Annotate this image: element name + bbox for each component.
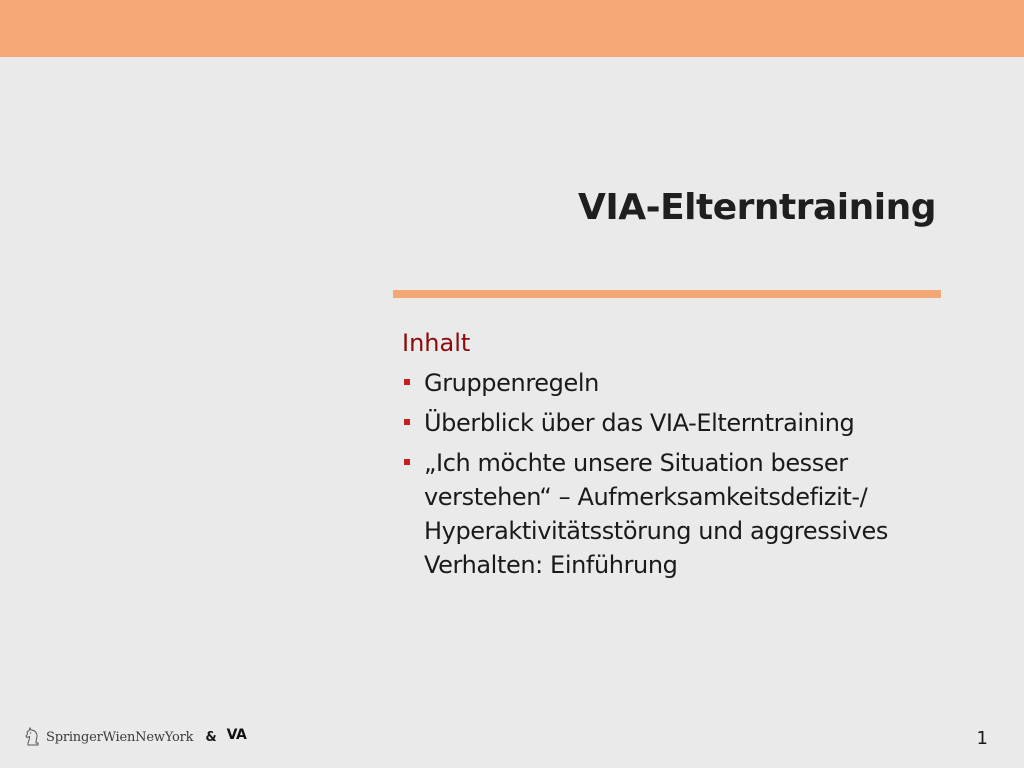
list-item-text: „Ich möchte unsere Situation besser verstehen“ – Aufmerksamkeitsdefizit-/ Hyperaktivitätsstörung und aggressives Verhalten: Einführung	[424, 449, 888, 579]
list-item-text: Gruppenregeln	[424, 369, 599, 397]
page-number: 1	[976, 728, 988, 749]
top-accent-bar	[0, 0, 1024, 57]
square-bullet-icon	[404, 459, 410, 465]
section-heading: Inhalt	[402, 329, 471, 357]
list-item	[402, 446, 932, 582]
footer-logo	[24, 726, 246, 748]
list-item	[402, 406, 932, 440]
ampersand: &	[205, 729, 217, 745]
list-item	[402, 366, 932, 400]
square-bullet-icon	[404, 379, 410, 385]
slide-title: VIA-Elterntraining	[578, 187, 936, 228]
bullet-list	[402, 366, 932, 582]
springer-chess-knight-icon	[24, 727, 42, 747]
title-divider	[393, 290, 941, 298]
via-logo: VA	[226, 727, 247, 743]
square-bullet-icon	[404, 419, 410, 425]
list-item-text: Überblick über das VIA-Elterntraining	[424, 409, 855, 437]
slide-content	[402, 326, 932, 588]
publisher-name: SpringerWienNewYork	[46, 729, 194, 745]
